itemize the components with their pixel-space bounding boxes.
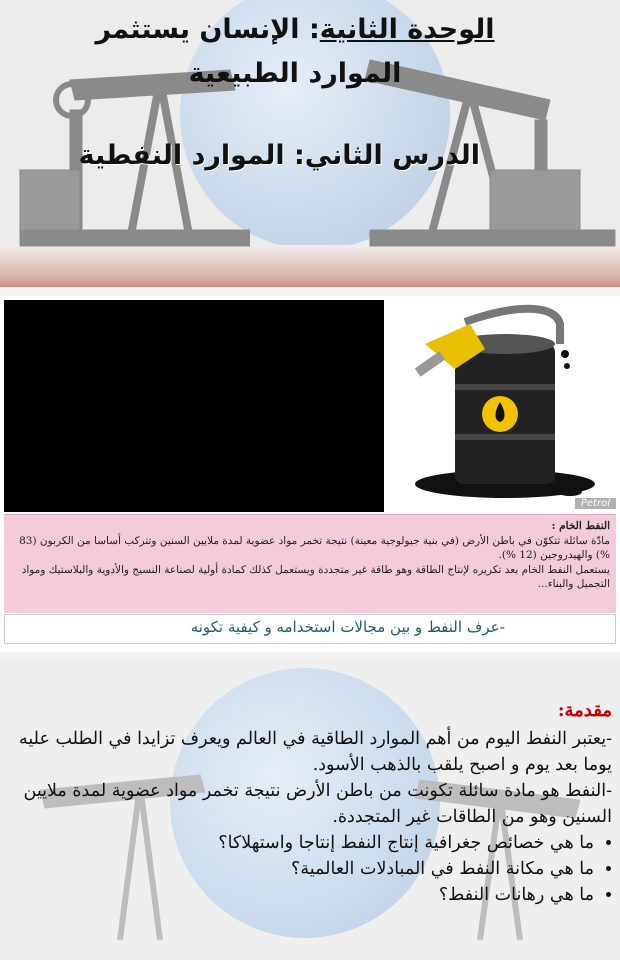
- slide-crude-oil: [0, 296, 620, 652]
- unit-title-prefix: الوحدة الثانية: [319, 14, 495, 45]
- question-list: [8, 830, 612, 908]
- intro-paragraph-2: -النفط هو مادة سائلة تكونت من باطن الأرض نتيجة تخمر مواد عضوية لمدة ملايين السنين وهو من الطاقات غير المتجددة.: [23, 781, 612, 827]
- oil-barrel-image: [395, 304, 610, 504]
- unit-title-rest: : الإنسان يستثمر الموارد الطبيعية: [95, 14, 402, 89]
- intro-paragraph-1: -يعتبر النفط اليوم من أهم الموارد الطاقية في العالم ويعرف تزايدا في الطلب عليه يوما بعد يوم و اصبح يلقب بالذهب الأسود.: [19, 729, 612, 775]
- slide-title: [0, 0, 620, 287]
- intro-content: [8, 698, 612, 908]
- petrol-label: Petrol: [575, 498, 616, 509]
- unit-title: [60, 8, 530, 96]
- question-item: • ما هي مكانة النفط في المبادلات العالمية؟: [8, 856, 594, 882]
- definition-text-1: مادّة سائلة تتكوّن في باطن الأرض (في بنية جيولوجية معينة) نتيجة تخمر مواد عضوية لمدة ملايين السنين وتتركب أساسا من الكربون (83 %) والهيدروجين (12 %).: [19, 534, 610, 561]
- definition-box: [4, 514, 616, 613]
- definition-text-2: يستعمل النفط الخام بعد تكريره لإنتاج الطاقة وهو طاقة غير متجددة ويستعمل كذلك كمادة أولية لصناعة النسيج والأدوية والبلاستيك ومواد التجميل والبناء...: [21, 563, 610, 590]
- question-item: • ما هي خصائص جغرافية إنتاج النفط إنتاجا واستهلاكا؟: [8, 830, 594, 856]
- slide-introduction: [0, 660, 620, 960]
- task-caption: -عرف النفط و بين مجالات استخدامه و كيفية تكونه: [4, 614, 616, 644]
- redacted-black-area: [4, 300, 384, 512]
- lesson-title: [79, 140, 480, 171]
- lesson-title-prefix: الدرس الثاني: [304, 140, 480, 171]
- intro-label: مقدمة:: [557, 700, 612, 721]
- question-item: • ما هي رهانات النفط؟: [8, 882, 594, 908]
- definition-heading: النفط الخام :: [551, 520, 610, 532]
- lesson-title-rest: : الموارد النفطية: [78, 140, 305, 171]
